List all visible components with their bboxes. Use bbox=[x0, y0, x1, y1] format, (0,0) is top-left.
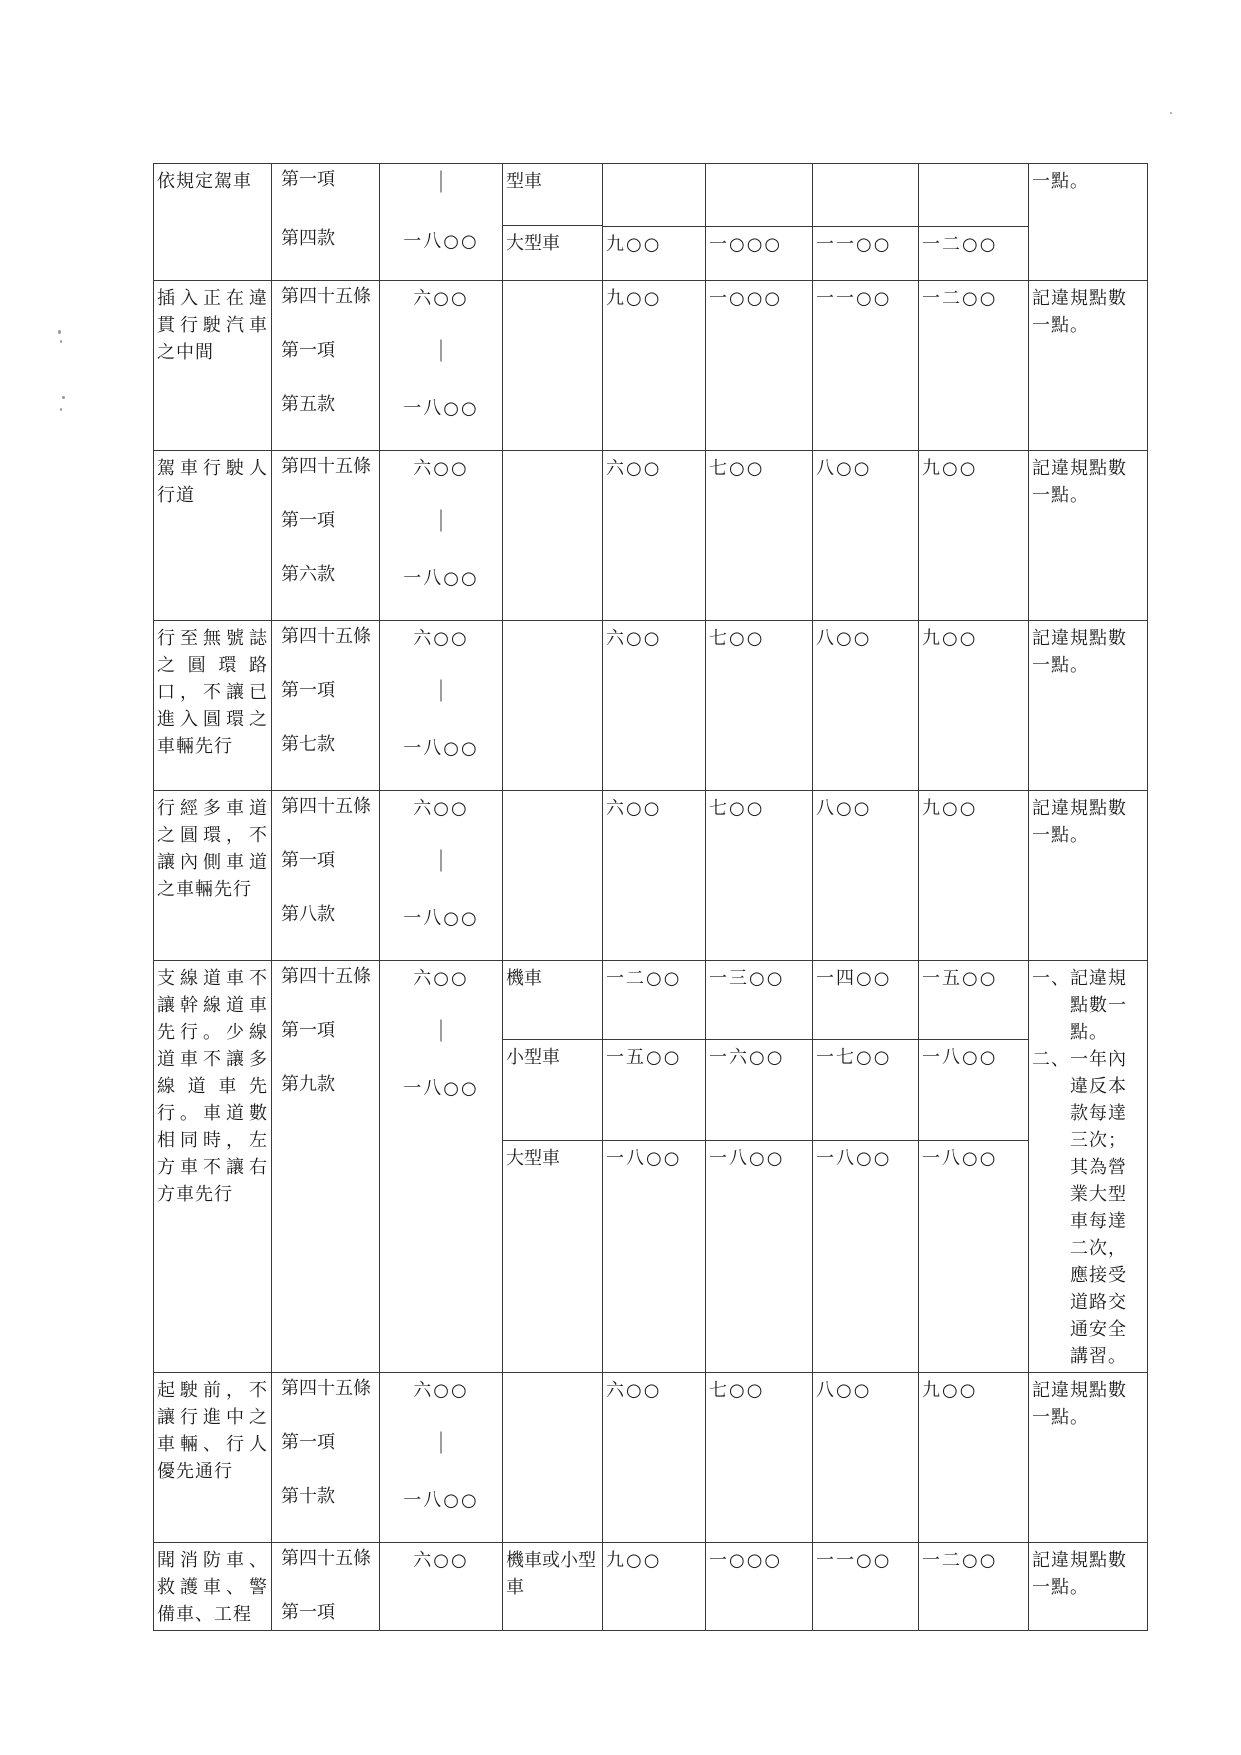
fine-amount: 一二○○ bbox=[922, 234, 998, 255]
fine-range-cell bbox=[380, 961, 503, 1373]
range-min: 六○○ bbox=[413, 968, 469, 989]
fine-amount: 一八○○ bbox=[919, 1040, 1028, 1141]
fine-amount: 九○○ bbox=[603, 1543, 706, 1631]
fine-amount: 八○○ bbox=[813, 451, 919, 621]
scan-speck bbox=[60, 340, 62, 343]
vehicle-type-cell bbox=[503, 621, 603, 791]
scan-speck bbox=[58, 330, 61, 334]
fine-amount: 一○○○ bbox=[706, 281, 813, 451]
article-cell bbox=[272, 791, 380, 961]
article-cell bbox=[272, 281, 380, 451]
vehicle-type: 小型車 bbox=[503, 1040, 602, 1141]
vehicle-type-cell bbox=[503, 281, 603, 451]
table-row bbox=[154, 961, 1148, 1373]
fine-amount: 一二○○ bbox=[603, 961, 705, 1040]
article-line: 第五款 bbox=[281, 394, 335, 415]
fine-tier-3-cell bbox=[813, 164, 919, 281]
fine-amount: 一五○○ bbox=[919, 961, 1028, 1040]
fine-amount: 一一○○ bbox=[813, 1543, 919, 1631]
notes-cell: 記違規點數一點。 bbox=[1029, 1543, 1148, 1631]
fine-tier-4-cell bbox=[919, 961, 1029, 1373]
range-dash: ｜ bbox=[429, 850, 452, 875]
article-line: 第四十五條 bbox=[281, 966, 371, 987]
fine-amount: 七○○ bbox=[706, 621, 813, 791]
article-line: 第一項 bbox=[281, 680, 335, 701]
range-min: 六○○ bbox=[413, 288, 469, 309]
violation-cell: 行經多車道之圓環，不讓內側車道之車輛先行 bbox=[154, 791, 272, 961]
fine-range-cell bbox=[380, 1373, 503, 1543]
article-line: 第十款 bbox=[281, 1486, 335, 1507]
article-line: 第一項 bbox=[281, 1602, 335, 1623]
vehicle-type-cell bbox=[503, 451, 603, 621]
article-line: 第一項 bbox=[281, 1020, 335, 1041]
article-cell bbox=[272, 164, 380, 281]
table-row bbox=[154, 281, 1148, 451]
range-max: 一八○○ bbox=[403, 908, 479, 929]
fine-amount: 一○○○ bbox=[709, 234, 783, 255]
fine-range-cell bbox=[380, 621, 503, 791]
fine-tier-2-cell bbox=[706, 961, 813, 1373]
vehicle-type-cell bbox=[503, 791, 603, 961]
article-cell bbox=[272, 1373, 380, 1543]
violation-cell: 支線道車不讓幹線道車先行。少線道車不讓多線道車先行。車道數相同時，左方車不讓右方車先行 bbox=[154, 961, 272, 1373]
fine-amount: 一六○○ bbox=[706, 1040, 812, 1141]
article-cell bbox=[272, 961, 380, 1373]
range-max: 一八○○ bbox=[403, 568, 479, 589]
range-min: 六○○ bbox=[413, 628, 469, 649]
violation-cell: 聞消防車、救護車、警備車、工程 bbox=[154, 1543, 272, 1631]
fine-amount: 一四○○ bbox=[813, 961, 918, 1040]
fine-amount: 一七○○ bbox=[813, 1040, 918, 1141]
article-cell bbox=[272, 451, 380, 621]
range-dash: ｜ bbox=[429, 171, 452, 196]
table-row bbox=[154, 451, 1148, 621]
notes-cell: 記違規點數一點。 bbox=[1029, 1373, 1148, 1543]
fine-amount: 八○○ bbox=[813, 621, 919, 791]
fine-amount: 一○○○ bbox=[706, 1543, 813, 1631]
fine-tier-2-cell bbox=[706, 164, 813, 281]
notes-cell: 一點。 bbox=[1029, 164, 1148, 281]
table-row bbox=[154, 164, 1148, 281]
fine-amount: 一二○○ bbox=[919, 1543, 1029, 1631]
fine-amount: 九○○ bbox=[919, 621, 1029, 791]
article-line: 第四十五條 bbox=[281, 1548, 371, 1569]
fine-amount: 八○○ bbox=[813, 1373, 919, 1543]
fine-amount: 八○○ bbox=[813, 791, 919, 961]
article-line: 第一項 bbox=[281, 510, 335, 531]
notes-cell: 記違規點數一點。 bbox=[1029, 451, 1148, 621]
scan-speck bbox=[60, 408, 62, 411]
range-max: 一八○○ bbox=[403, 1078, 479, 1099]
table-row bbox=[154, 791, 1148, 961]
article-line: 第六款 bbox=[281, 564, 335, 585]
notes-cell: 記違規點數一點。 bbox=[1029, 621, 1148, 791]
note-text: 記違規點數一點。 bbox=[1070, 968, 1127, 1043]
article-line: 第四十五條 bbox=[281, 456, 371, 477]
range-max: 一八○○ bbox=[403, 1490, 479, 1511]
fine-range-cell bbox=[380, 1543, 503, 1631]
range-dash: ｜ bbox=[429, 1020, 452, 1045]
article-line: 第四十五條 bbox=[281, 626, 371, 647]
range-min: 六○○ bbox=[413, 798, 469, 819]
note-marker: 二、 bbox=[1032, 1049, 1070, 1070]
vehicle-type: 型車 bbox=[503, 164, 602, 226]
vehicle-type-cell bbox=[503, 1373, 603, 1543]
fine-amount: 一三○○ bbox=[706, 961, 812, 1040]
article-line: 第八款 bbox=[281, 904, 335, 925]
fine-amount: 九○○ bbox=[919, 791, 1029, 961]
range-max: 一八○○ bbox=[403, 231, 479, 252]
fine-range-cell bbox=[380, 791, 503, 961]
table-row bbox=[154, 1543, 1148, 1631]
scan-speck bbox=[62, 396, 65, 399]
fine-amount: 九○○ bbox=[919, 451, 1029, 621]
range-min: 六○○ bbox=[413, 1550, 469, 1571]
article-line: 第四十五條 bbox=[281, 796, 371, 817]
violation-cell: 起駛前，不讓行進中之車輛、行人優先通行 bbox=[154, 1373, 272, 1543]
scan-speck bbox=[1170, 112, 1172, 114]
fine-tier-1-cell bbox=[603, 961, 706, 1373]
article-cell bbox=[272, 1543, 380, 1631]
note-item bbox=[1032, 1046, 1144, 1370]
fine-range-cell bbox=[380, 164, 503, 281]
fine-amount: 一八○○ bbox=[709, 1148, 785, 1169]
range-min: 六○○ bbox=[413, 1380, 469, 1401]
vehicle-type: 大型車 bbox=[506, 1148, 560, 1169]
fine-amount: 九○○ bbox=[919, 1373, 1029, 1543]
range-max: 一八○○ bbox=[403, 398, 479, 419]
range-dash: ｜ bbox=[429, 1432, 452, 1457]
violation-cell: 行至無號誌之圓環路口，不讓已進入圓環之車輛先行 bbox=[154, 621, 272, 791]
fine-amount: 六○○ bbox=[603, 621, 706, 791]
note-text: 一年內違反本款每達三次；其為營業大型車每達二次，應接受道路交通安全講習。 bbox=[1070, 1049, 1127, 1367]
fine-amount: 一八○○ bbox=[816, 1148, 892, 1169]
violation-cell: 依規定駕車 bbox=[154, 164, 272, 281]
vehicle-type-cell bbox=[503, 164, 603, 281]
article-line: 第一項 bbox=[281, 169, 335, 190]
vehicle-type: 大型車 bbox=[506, 233, 560, 254]
range-dash: ｜ bbox=[429, 510, 452, 535]
range-max: 一八○○ bbox=[403, 738, 479, 759]
range-dash: ｜ bbox=[429, 680, 452, 705]
article-cell bbox=[272, 621, 380, 791]
range-min: 六○○ bbox=[413, 458, 469, 479]
article-line: 第一項 bbox=[281, 340, 335, 361]
notes-cell: 記違規點數一點。 bbox=[1029, 791, 1148, 961]
fine-amount: 一一○○ bbox=[816, 234, 892, 255]
article-line: 第四款 bbox=[281, 228, 335, 249]
fine-amount: 六○○ bbox=[603, 791, 706, 961]
fine-amount: 一二○○ bbox=[919, 281, 1029, 451]
fine-amount: 一五○○ bbox=[603, 1040, 705, 1141]
fine-tier-4-cell bbox=[919, 164, 1029, 281]
fine-amount: 一八○○ bbox=[606, 1148, 682, 1169]
article-line: 第一項 bbox=[281, 850, 335, 871]
article-line: 第九款 bbox=[281, 1074, 335, 1095]
fine-amount: 一八○○ bbox=[922, 1148, 998, 1169]
table-row bbox=[154, 621, 1148, 791]
violation-cell: 駕車行駛人行道 bbox=[154, 451, 272, 621]
fine-amount: 一一○○ bbox=[813, 281, 919, 451]
fine-amount: 七○○ bbox=[706, 791, 813, 961]
vehicle-type: 機車 bbox=[503, 961, 602, 1040]
note-item bbox=[1032, 965, 1144, 1046]
fine-amount: 六○○ bbox=[603, 1373, 706, 1543]
range-dash: ｜ bbox=[429, 340, 452, 365]
table-row bbox=[154, 1373, 1148, 1543]
article-line: 第四十五條 bbox=[281, 286, 371, 307]
vehicle-type-cell: 機車或小型車 bbox=[503, 1543, 603, 1631]
note-marker: 一、 bbox=[1032, 968, 1070, 989]
fine-tier-3-cell bbox=[813, 961, 919, 1373]
fine-amount: 九○○ bbox=[603, 281, 706, 451]
fine-range-cell bbox=[380, 451, 503, 621]
fine-tier-1-cell bbox=[603, 164, 706, 281]
fine-amount: 七○○ bbox=[706, 1373, 813, 1543]
article-line: 第一項 bbox=[281, 1432, 335, 1453]
fine-amount: 九○○ bbox=[606, 234, 662, 255]
notes-cell: 記違規點數一點。 bbox=[1029, 281, 1148, 451]
fine-range-cell bbox=[380, 281, 503, 451]
vehicle-type-cell bbox=[503, 961, 603, 1373]
fine-amount: 七○○ bbox=[706, 451, 813, 621]
notes-cell bbox=[1029, 961, 1148, 1373]
article-line: 第七款 bbox=[281, 734, 335, 755]
traffic-fine-table bbox=[153, 163, 1148, 1631]
article-line: 第四十五條 bbox=[281, 1378, 371, 1399]
fine-amount: 六○○ bbox=[603, 451, 706, 621]
violation-cell: 插入正在違貫行駛汽車之中間 bbox=[154, 281, 272, 451]
